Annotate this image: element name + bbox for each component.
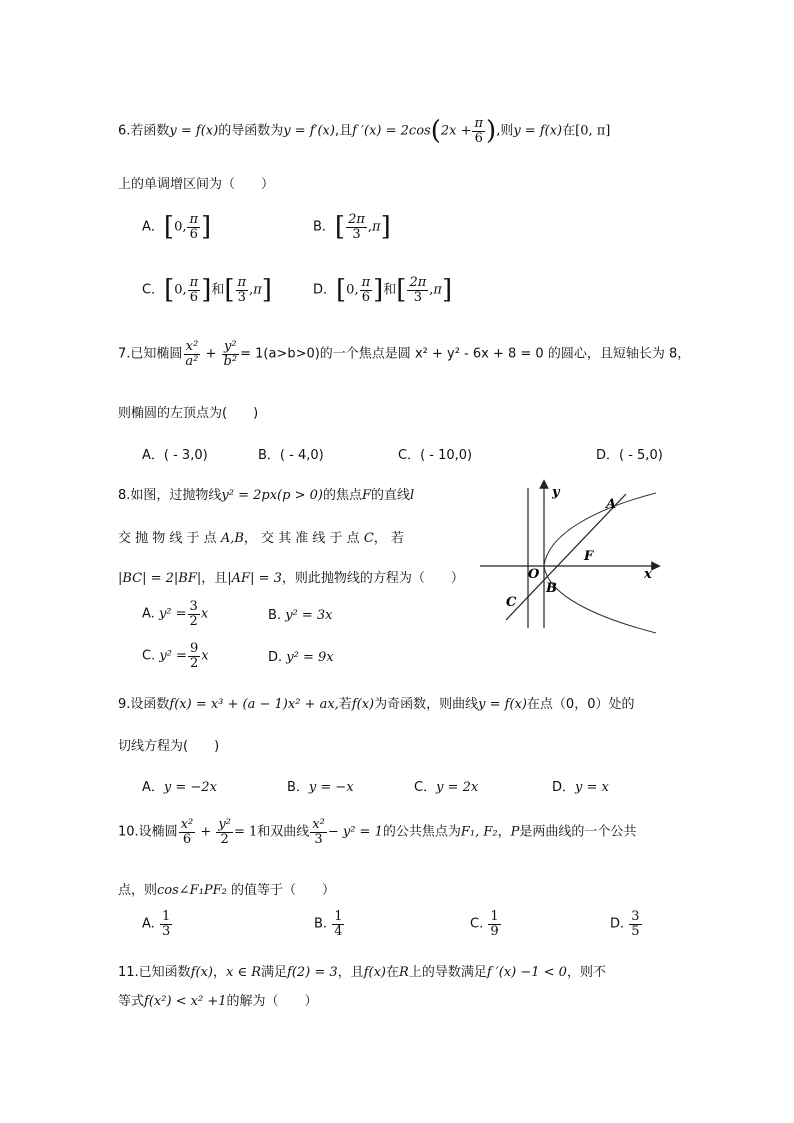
- q6-pi-over-6: $\frac{\pi}{6}$: [474, 115, 484, 146]
- q6-mid1: 的导函数为: [218, 123, 284, 139]
- q6-option-d: D．[0, $\frac{\pi}{6}$ ]和[ $\frac{2\pi}{3}$ ,π]: [313, 274, 453, 305]
- q8-figure: [478, 478, 668, 638]
- label-a: A: [606, 497, 617, 512]
- q7-option-b: B．( - 4,0): [258, 448, 324, 463]
- label-x: x: [644, 567, 652, 582]
- label-c: C: [506, 595, 517, 610]
- q10-option-d: D. $\frac{3}{5}$: [610, 909, 640, 939]
- q9-option-a: A．y = −2x: [142, 780, 217, 795]
- q6-deriv-in: 2x +: [440, 123, 472, 139]
- q9-option-d: D．y = x: [552, 780, 609, 795]
- q10-line2: 点，则cos∠F₁PF₂ 的值等于（ ）: [118, 883, 336, 898]
- q8-option-a: A. y² = $\frac{3}{2}$ x: [142, 599, 209, 629]
- q10-line1: 10.设椭圆 $\frac{\text{x²}}{6}$ + $\frac{\text{y²}}{2}$ = 1和双曲线 $\frac{\text{x²}}{3}$ − y² = 1的公共焦点为F₁, F₂，P是两曲线的一个公共: [118, 817, 637, 847]
- q8-option-b: B. y² = 3x: [268, 608, 333, 623]
- label-b: B: [546, 581, 557, 596]
- label-o: O: [528, 567, 540, 582]
- q11-line1: 11.已知函数f(x)，x ∈ R满足f(2) = 3，且f(x)在R上的导数满足f ′(x) −1 < 0，则不: [118, 965, 606, 980]
- q6-rparen: ): [486, 116, 497, 146]
- label-f: F: [584, 549, 594, 564]
- q9-option-b: B．y = −x: [287, 780, 354, 795]
- label-y: y: [552, 485, 560, 500]
- q8-line2: 交 抛 物 线 于 点 A,B， 交 其 准 线 于 点 C， 若: [118, 531, 404, 546]
- q8-line3: |BC| = 2|BF|，且|AF| = 3，则此抛物线的方程为（ ）: [118, 571, 464, 586]
- q6-option-b: B．[ $\frac{2\pi}{3}$ ,π]: [313, 211, 391, 242]
- q6-fpx: y = f′(x): [283, 123, 335, 139]
- q6-interval: [0, π]: [575, 123, 611, 139]
- q7-option-a: A．( - 3,0): [142, 448, 208, 463]
- q9-line2: 切线方程为( ): [118, 739, 220, 754]
- q6-option-a: A．[0, $\frac{\pi}{6}$ ]: [142, 211, 212, 242]
- focal-chord-line: [506, 494, 626, 620]
- q7-option-d: D．( - 5,0): [596, 448, 663, 463]
- q8-option-d: D. y² = 9x: [268, 650, 334, 665]
- q6-fx: y = f(x): [169, 123, 219, 139]
- q6-mid4: 在: [562, 123, 576, 139]
- q6-line1: [118, 116, 610, 146]
- q7-option-c: C．( - 10,0): [398, 448, 473, 463]
- q11-line2: 等式f(x²) < x² +1的解为（ ）: [118, 994, 318, 1009]
- q6-fx2: y = f(x): [513, 123, 563, 139]
- q6-line2: 上的单调增区间为（ ）: [118, 177, 275, 192]
- q8-option-c: C. y² = $\frac{9}{2}$ x: [142, 641, 209, 671]
- q10-option-b: B. $\frac{1}{4}$: [314, 909, 343, 939]
- q9-line1: 9.设函数f(x) = x³ + (a − 1)x² + ax,若f(x)为奇函数，则曲线y = f(x)在点（0，0）处的: [118, 697, 635, 712]
- q6-lparen: (: [430, 116, 441, 146]
- q9-option-c: C．y = 2x: [414, 780, 479, 795]
- q7-line1: 7.已知椭圆 $\frac{\text{x²}}{\text{a²}}$ + $\frac{\text{y²}}{\text{b²}}$ = 1(a>b>0)的一个焦点是圆 x² + y² - 6x + 8 = 0 的圆心，且短轴长为 8，: [118, 339, 691, 369]
- q6-deriv-lhs: f ′(x) = 2cos: [352, 123, 431, 139]
- q10-option-a: A. $\frac{1}{3}$: [142, 909, 171, 939]
- q8-line1: 8.如图，过抛物线y² = 2px(p > 0)的焦点F的直线l: [118, 488, 415, 503]
- q6-option-c: C．[0, $\frac{\pi}{6}$ ]和[ $\frac{\pi}{3}$ ,π]: [142, 274, 272, 305]
- q6-mid3: ,则: [496, 123, 514, 139]
- q6-mid2: ,且: [334, 123, 353, 139]
- q7-line2: 则椭圆的左顶点为( ): [118, 406, 259, 421]
- q10-option-c: C. $\frac{1}{9}$: [470, 909, 499, 939]
- q6-prefix: 6.若函数: [118, 123, 170, 139]
